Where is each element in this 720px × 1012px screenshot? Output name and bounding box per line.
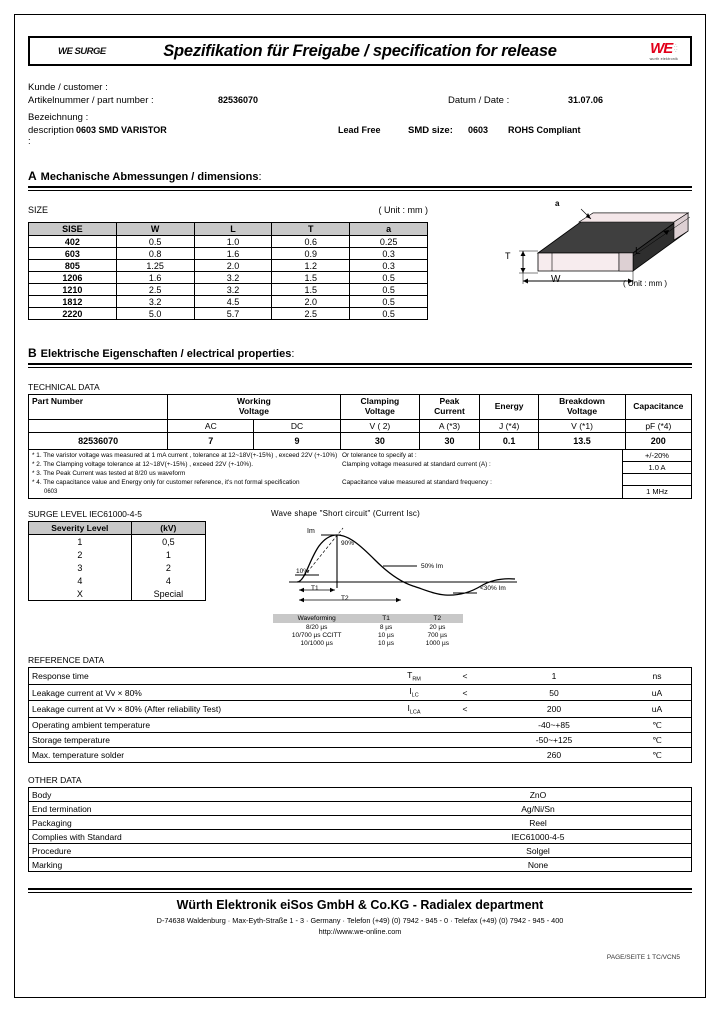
reference-unit: uA xyxy=(623,684,692,701)
table-row xyxy=(29,561,206,574)
section-b-divider xyxy=(28,363,692,368)
reference-symbol xyxy=(383,748,445,763)
surge-table xyxy=(28,521,206,601)
tech-header-working-line2: Voltage xyxy=(238,405,269,416)
part-number-value: 82536070 xyxy=(218,95,259,105)
waveform-label-50: 50% Im xyxy=(421,563,444,571)
reference-param-name: Storage temperature xyxy=(29,733,384,748)
table-row xyxy=(29,684,692,701)
note-value: 1 MHz xyxy=(646,486,668,496)
wurth-elektronik-logo xyxy=(650,41,684,61)
waveform-table xyxy=(273,614,463,647)
dim-cell-value: 1.2 xyxy=(272,260,350,272)
dim-header-size: SISE xyxy=(29,223,117,236)
customer-row xyxy=(28,82,692,93)
reference-comparator: < xyxy=(445,668,485,685)
tech-part-number-cell: 82536070 xyxy=(29,432,168,449)
other-param-name: Complies with Standard xyxy=(29,830,386,844)
surge-kv-cell: Special xyxy=(153,588,184,599)
note-subscript: 0603 xyxy=(44,488,58,495)
dim-cell-size: 603 xyxy=(29,248,117,260)
table-row xyxy=(29,816,692,830)
tech-unit-cell: DC xyxy=(254,419,340,432)
table-row xyxy=(29,548,206,561)
dim-cell-value: 0.6 xyxy=(272,236,350,248)
reference-unit: ℃ xyxy=(623,718,692,733)
other-param-name: Packaging xyxy=(29,816,386,830)
note-row xyxy=(32,478,619,487)
section-a-colon: : xyxy=(258,171,262,183)
part-number-label: Artikelnummer / part number : xyxy=(28,95,154,106)
waveform-header-t1: T1 xyxy=(360,614,411,623)
dim-cell-value: 0.8 xyxy=(116,248,194,260)
tech-header-breakdown-line2: Voltage xyxy=(567,405,598,416)
table-row xyxy=(273,639,463,647)
reference-unit: ℃ xyxy=(623,733,692,748)
note-right: Clamping voltage measured at standard current (A) : xyxy=(342,460,491,468)
chip-label-a: a xyxy=(555,199,560,208)
reference-symbol: $T_{RM}$ xyxy=(383,668,445,685)
other-data-table xyxy=(28,787,692,872)
tech-header-peak-line2: Current xyxy=(434,405,465,416)
size-caption xyxy=(28,205,428,215)
tech-header-peak-current xyxy=(420,395,480,420)
customer-label: Kunde / customer : xyxy=(28,82,108,93)
table-row xyxy=(29,788,692,802)
surge-level-cell: 3 xyxy=(29,561,132,574)
waveform-body xyxy=(273,623,463,647)
table-row xyxy=(29,248,428,260)
other-param-value: Ag/Ni/Sn xyxy=(385,802,692,816)
tech-header-clamping-line2: Voltage xyxy=(364,405,395,416)
footer-url[interactable]: http://www.we-online.com xyxy=(318,927,402,937)
reference-data-body xyxy=(29,668,692,763)
surge-logo: WE SURGE xyxy=(58,45,106,57)
tech-unit-cell: pF (*4) xyxy=(625,419,691,432)
reference-param-name: Operating ambient temperature xyxy=(29,718,384,733)
note-value: 1.0 A xyxy=(623,462,691,474)
note-row xyxy=(32,469,619,478)
tech-unit-cell: A (*3) xyxy=(420,419,480,432)
technical-data-label: TECHNICAL DATA xyxy=(28,382,100,392)
tech-header-clamping-voltage xyxy=(340,395,420,420)
table-row xyxy=(273,631,463,639)
table-row xyxy=(273,623,463,631)
waveform-label-30: <30% Im xyxy=(480,585,506,593)
table-row xyxy=(29,802,692,816)
description-row xyxy=(28,125,692,147)
surge-kv-cell: 2 xyxy=(165,562,171,573)
chip-drawing xyxy=(483,201,713,306)
section-b-letter: B xyxy=(28,346,37,360)
technical-notes-text xyxy=(29,450,622,499)
reference-symbol xyxy=(383,733,445,748)
section-a-title: Mechanische Abmessungen / dimensions xyxy=(40,171,259,183)
dim-cell-value: 0.5 xyxy=(350,284,428,296)
surge-level-cell: 4 xyxy=(29,574,132,587)
technical-data-table xyxy=(28,394,692,450)
dim-cell-size: 1210 xyxy=(29,284,117,296)
reference-comparator xyxy=(445,733,485,748)
table-row xyxy=(29,701,692,718)
dim-cell-value: 1.0 xyxy=(194,236,272,248)
dim-cell-size: 2220 xyxy=(29,308,117,320)
reference-value: -40~+85 xyxy=(485,718,623,733)
dim-cell-value: 5.0 xyxy=(116,308,194,320)
section-a-letter: A xyxy=(28,169,37,183)
tech-value-cell: 30 xyxy=(420,432,480,449)
surge-body xyxy=(29,535,206,601)
dim-cell-value: 3.2 xyxy=(194,272,272,284)
surge-header-kv: (kV) xyxy=(131,522,205,535)
smd-size-value: 0603 xyxy=(468,125,489,135)
tech-unit-cell xyxy=(29,419,168,432)
reference-param-name: Leakage current at Vv × 80% xyxy=(29,684,384,701)
section-a-divider xyxy=(28,186,692,191)
table-row xyxy=(29,574,206,587)
dim-cell-value: 0.3 xyxy=(350,248,428,260)
waveform-cell: 10 µs xyxy=(378,639,395,647)
other-param-value: Reel xyxy=(385,816,692,830)
note-main: * 2. The Clamping voltage tolerance at 12~18V(+-15%) , exceed 22V (+-10%). xyxy=(32,460,254,468)
reference-unit: ns xyxy=(623,668,692,685)
reference-comparator: < xyxy=(445,684,485,701)
surge-kv-cell: 4 xyxy=(165,575,171,586)
dim-header-a: a xyxy=(350,223,428,236)
description-label: description : xyxy=(28,125,74,147)
tech-unit-cell: V ( 2) xyxy=(340,419,420,432)
footer-company: Würth Elektronik eiSos GmbH & Co.KG - Radialex department xyxy=(176,898,544,913)
waveform-label-10: 10% xyxy=(296,568,310,576)
tech-header-peak-line1: Peak xyxy=(439,396,460,406)
note-right: Or tolerance to specify at : xyxy=(342,451,417,459)
dim-cell-size: 805 xyxy=(29,260,117,272)
reference-value: 50 xyxy=(485,684,623,701)
page-title: Spezifikation für Freigabe / specification for release xyxy=(163,41,557,60)
surge-level-cell: X xyxy=(29,587,132,601)
surge-kv-cell: 0,5 xyxy=(162,536,175,547)
tech-header-clamping-line1: Clamping xyxy=(360,396,400,406)
reference-param-name: Response time xyxy=(29,668,384,685)
footer-page-code: PAGE/SEITE 1 TC/VCN5 xyxy=(606,954,680,962)
waveform-block xyxy=(213,509,692,647)
note-row xyxy=(32,451,619,460)
we-logo-dots-icon: ∴ ∵ xyxy=(674,42,678,54)
waveform-header-row xyxy=(273,614,463,623)
dim-cell-value: 3.2 xyxy=(116,296,194,308)
dim-cell-value: 0.3 xyxy=(350,260,428,272)
section-b-heading xyxy=(28,346,692,360)
dim-cell-value: 0.5 xyxy=(350,296,428,308)
table-row xyxy=(29,858,692,872)
reference-unit: uA xyxy=(623,701,692,718)
note-right: Capacitance value measured at standard frequency : xyxy=(342,479,492,487)
note-value xyxy=(623,474,691,486)
chip-label-t: T xyxy=(505,251,511,261)
footer-address: D-74638 Waldenburg · Max-Eyth-Straße 1 - 3 · Germany · Telefon (+49) (0) 7942 - 945 - 0 · Telefax (+49) (0) 7942 - 945 - 400 xyxy=(156,916,564,926)
dim-cell-value: 0.25 xyxy=(350,236,428,248)
dim-cell-value: 1.5 xyxy=(272,284,350,296)
tech-unit-cell: V (*1) xyxy=(539,419,625,432)
reference-value: 1 xyxy=(485,668,623,685)
waveform-label-90: 90% xyxy=(341,540,355,548)
dim-cell-value: 0.5 xyxy=(350,308,428,320)
dim-cell-value: 5.7 xyxy=(194,308,272,320)
reference-data-table xyxy=(28,667,692,763)
surge-header-severity: Severity Level xyxy=(29,522,132,535)
dim-cell-value: 0.5 xyxy=(350,272,428,284)
note-main: * 4. The capacitance value and Energy only for customer reference, it's not formal specification xyxy=(32,479,300,487)
reference-unit: ℃ xyxy=(652,749,662,760)
dim-cell-value: 2.0 xyxy=(272,296,350,308)
date-label: Datum / Date : xyxy=(448,95,510,106)
waveform-label-t1: T1 xyxy=(311,585,319,593)
dim-cell-value: 3.2 xyxy=(194,284,272,296)
note-row xyxy=(32,460,619,469)
other-param-value: ZnO xyxy=(385,788,692,802)
tech-value-cell: 0.1 xyxy=(479,432,539,449)
dim-cell-size: 1812 xyxy=(29,296,117,308)
dim-cell-value: 2.5 xyxy=(116,284,194,296)
tech-header-working-line1: Working xyxy=(236,396,271,406)
waveform-cell: 8/20 µs xyxy=(305,623,328,631)
tech-data-row xyxy=(29,432,692,449)
tech-value-cell: 9 xyxy=(254,432,340,449)
note-main: * 1. The varistor voltage was measured at 1 mA current , tolerance at 12~18V(+-15%) , exceed 22V (+-10%) xyxy=(32,451,338,459)
chip-label-w: W xyxy=(551,274,561,285)
dim-cell-value: 1.5 xyxy=(272,272,350,284)
table-row xyxy=(29,284,428,296)
note-value: +/-20% xyxy=(623,450,691,462)
lead-free-badge: Lead Free xyxy=(338,125,381,135)
other-param-value: Solgel xyxy=(385,844,692,858)
header-fields xyxy=(28,82,692,147)
surge-level-block xyxy=(28,509,213,647)
waveform-cell: 20 µs xyxy=(429,623,446,631)
technical-notes-values xyxy=(622,450,691,499)
title-bar xyxy=(28,36,692,66)
tech-header-energy: Energy xyxy=(479,395,539,420)
table-row xyxy=(29,236,428,248)
rohs-badge: ROHS Compliant xyxy=(508,125,581,135)
reference-value: 200 xyxy=(485,701,623,718)
tech-header-row xyxy=(29,395,692,420)
table-row xyxy=(29,718,692,733)
waveform-header-waveforming: Waveforming xyxy=(273,614,360,623)
dim-cell-value: 0.9 xyxy=(272,248,350,260)
waveform-header-t2: T2 xyxy=(412,614,463,623)
dim-cell-value: 1.6 xyxy=(116,272,194,284)
designation-label: Bezeichnung : xyxy=(28,112,89,123)
table-row xyxy=(29,844,692,858)
size-unit-note: ( Unit : mm ) xyxy=(378,205,428,215)
reference-comparator xyxy=(445,748,485,763)
we-logo-letters: WE xyxy=(650,40,673,57)
dim-header-l: L xyxy=(194,223,272,236)
dim-cell-size: 402 xyxy=(29,236,117,248)
waveform-cell: 10/1000 µs xyxy=(300,639,333,647)
surge-title: SURGE LEVEL IEC61000-4-5 xyxy=(28,509,143,520)
chip-label-l: L xyxy=(635,246,641,257)
section-b-colon: : xyxy=(291,348,295,360)
other-param-name: End termination xyxy=(29,802,386,816)
size-label: SIZE xyxy=(28,205,49,215)
part-number-row xyxy=(28,95,692,106)
waveform-cell: 1000 µs xyxy=(425,639,449,647)
table-row xyxy=(29,748,692,763)
dim-cell-value: 1.6 xyxy=(194,248,272,260)
table-row xyxy=(29,733,692,748)
reference-param-name: Max. temperature solder xyxy=(32,750,125,761)
tech-value-cell: 30 xyxy=(340,432,420,449)
other-data-body xyxy=(29,788,692,872)
waveform-title: Wave shape "Short circuit" (Current Isc) xyxy=(271,509,420,519)
other-data-label: OTHER DATA xyxy=(28,775,82,786)
reference-comparator xyxy=(445,718,485,733)
table-row xyxy=(29,260,428,272)
table-row xyxy=(29,308,428,320)
waveform-cell: 700 µs xyxy=(427,631,448,639)
tech-header-working-voltage xyxy=(168,395,340,420)
designation-row xyxy=(28,112,692,123)
footer-divider xyxy=(28,888,692,893)
other-param-value: IEC61000-4-5 xyxy=(385,830,692,844)
chip-unit-note: ( Unit : mm ) xyxy=(623,279,667,288)
tech-unit-cell: J (*4) xyxy=(479,419,539,432)
surge-level-cell: 2 xyxy=(29,548,132,561)
table-row xyxy=(29,830,692,844)
size-area xyxy=(28,199,692,320)
technical-notes xyxy=(28,450,692,500)
tech-value-cell: 200 xyxy=(650,435,666,446)
waveform-label-im: Im xyxy=(307,528,315,536)
section-a-heading xyxy=(28,169,692,183)
reference-symbol: $I_{LC}$ xyxy=(383,684,445,701)
reference-value: 260 xyxy=(546,750,562,761)
reference-value: -50~+125 xyxy=(485,733,623,748)
we-logo-mark xyxy=(650,41,677,56)
tech-value-cell: 13.5 xyxy=(539,432,625,449)
other-param-name: Marking xyxy=(32,859,63,870)
dimensions-body xyxy=(29,236,428,320)
dim-cell-value: 4.5 xyxy=(194,296,272,308)
waveform-cell: 10 µs xyxy=(378,631,395,639)
note-main: * 3. The Peak Current was tested at 8/20 us waveform xyxy=(32,470,186,478)
surge-level-cell: 1 xyxy=(29,535,132,549)
chip-3d-svg xyxy=(483,201,713,306)
date-value: 31.07.06 xyxy=(568,95,604,105)
smd-size-label: SMD size: xyxy=(408,125,453,136)
tech-header-capacitance: Capacitance xyxy=(625,395,691,420)
waveform-cell: 8 µs xyxy=(379,623,393,631)
dimensions-table xyxy=(28,222,428,320)
table-row xyxy=(29,272,428,284)
dim-cell-size: 1206 xyxy=(29,272,117,284)
table-row xyxy=(29,296,428,308)
other-param-name: Body xyxy=(29,788,386,802)
tech-unit-cell: AC xyxy=(168,419,254,432)
waveform-label-t2: T2 xyxy=(341,595,349,603)
dimensions-header-row xyxy=(29,223,428,236)
table-row xyxy=(29,668,692,685)
reference-symbol: $I_{LCA}$ xyxy=(383,701,445,718)
other-param-name: Procedure xyxy=(29,844,386,858)
tech-header-part-number: Part Number xyxy=(29,395,168,420)
tech-units-row xyxy=(29,419,692,432)
we-logo-subtitle: wurth elektronik xyxy=(649,57,678,61)
surge-header-row xyxy=(29,522,206,535)
section-b-title: Elektrische Eigenschaften / electrical properties xyxy=(40,348,292,360)
dim-header-t: T xyxy=(272,223,350,236)
tech-header-breakdown-voltage xyxy=(539,395,625,420)
dim-cell-value: 1.25 xyxy=(116,260,194,272)
reference-param-name: Leakage current at Vv × 80% (After reliability Test) xyxy=(29,701,384,718)
reference-symbol xyxy=(383,718,445,733)
table-row xyxy=(29,587,206,601)
dim-cell-value: 2.5 xyxy=(272,308,350,320)
table-row xyxy=(29,535,206,549)
reference-data-label: REFERENCE DATA xyxy=(28,655,105,666)
waveform-cell: 10/700 µs CCITT xyxy=(291,631,342,639)
waveform-graph-svg xyxy=(271,520,521,612)
other-param-value: None xyxy=(527,859,549,870)
dim-cell-value: 2.0 xyxy=(194,260,272,272)
dim-cell-value: 0.5 xyxy=(116,236,194,248)
reference-comparator: < xyxy=(445,701,485,718)
tech-header-breakdown-line1: Breakdown xyxy=(559,396,605,406)
surge-waveform-row xyxy=(28,509,692,647)
dim-header-w: W xyxy=(116,223,194,236)
page-footer xyxy=(28,888,692,961)
description-value: 0603 SMD VARISTOR xyxy=(76,125,167,135)
tech-value-cell: 7 xyxy=(168,432,254,449)
surge-kv-cell: 1 xyxy=(165,549,171,560)
